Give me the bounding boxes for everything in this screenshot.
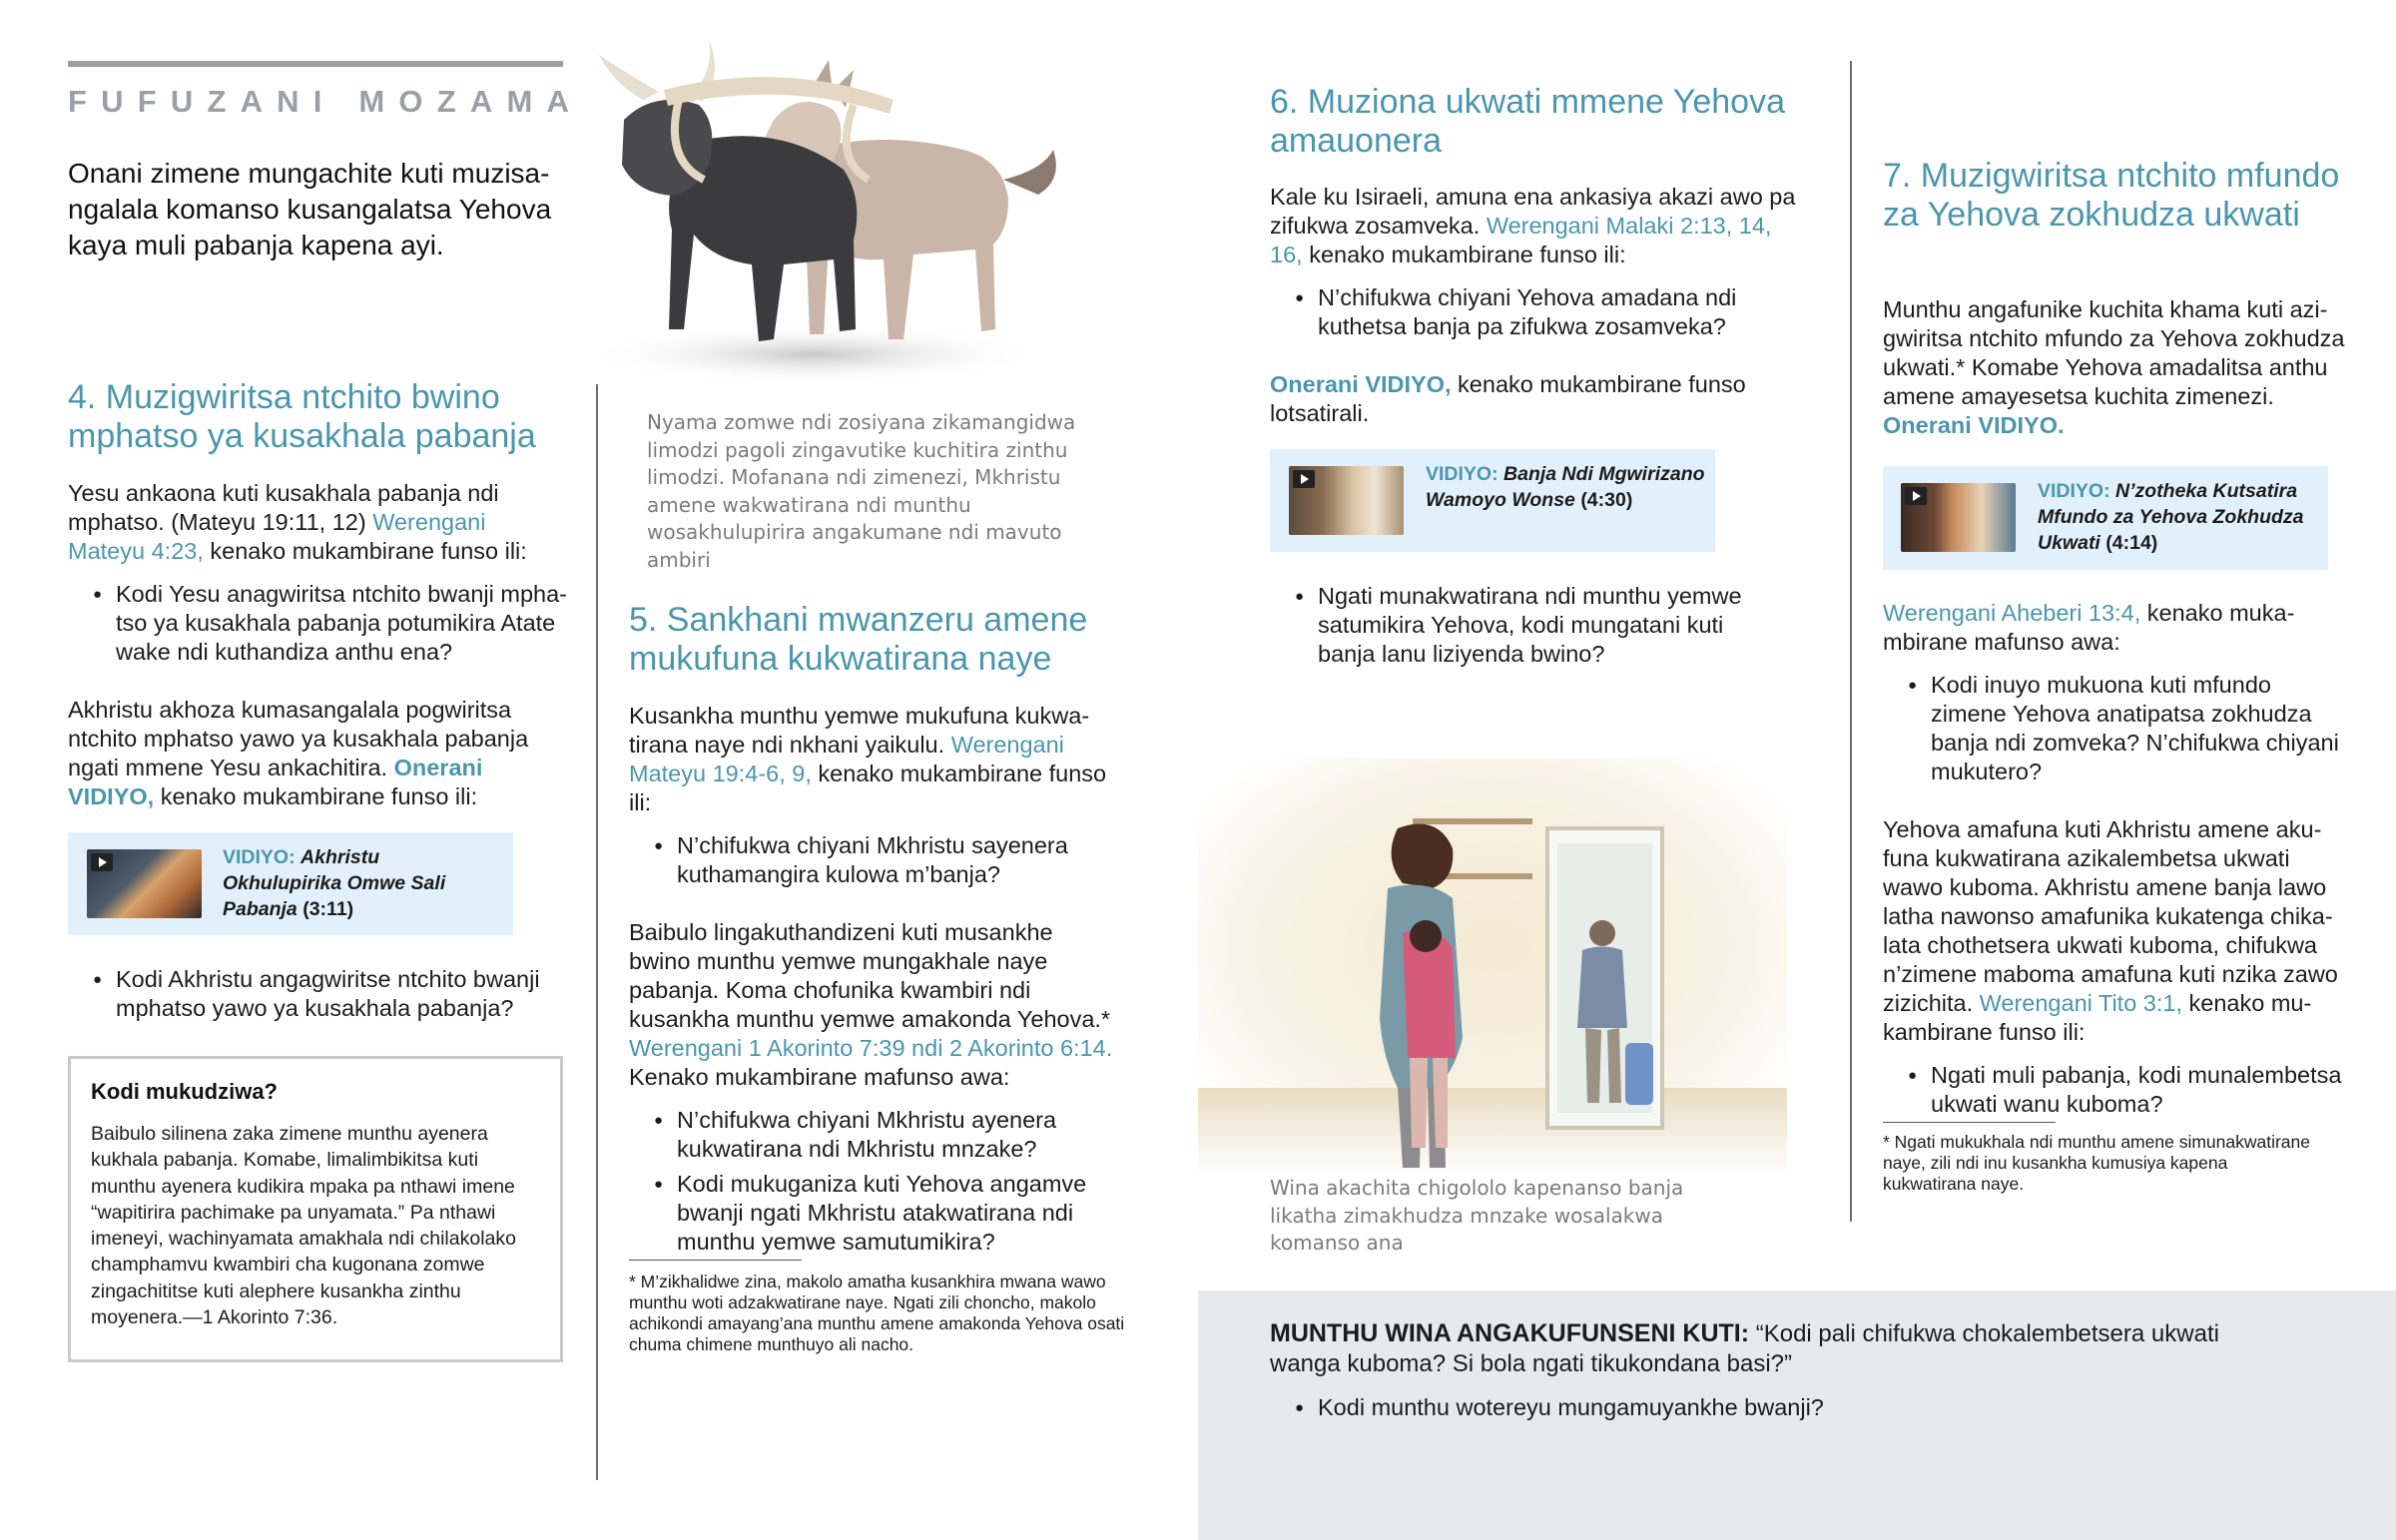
section5-heading: 5. Sankhani mwanzeru amene mukufuna kukwatirana naye xyxy=(629,601,1088,678)
intro-text: Onani zimene mungachite kuti muzisangalala komanso kusangalatsa Yehova kaya muli pabanja kapena ayi. xyxy=(68,158,552,260)
section4-para2: Akhristu akhoza kumasangalala pogwiritsa ntchito mphatso yawo ya kusakhala pabanja ngati mmene Yesu ankachitira. xyxy=(68,697,529,780)
section6-question-2: ● Ngati munakwatirana ndi munthu yemwe satumikira Yehova, kodi mungatani kuti banja lanu liziyenda bwino? xyxy=(1270,582,1769,669)
objection-quote: “Kodi pali chifukwa chokalembetsera ukwati wanga kuboma? Si bola ngati tikukondana basi?” xyxy=(1270,1320,2219,1377)
section6-body: Kale ku Isiraeli, amuna ena ankasiya akazi awo pa zifukwa zosamveka. Werengani Malaki 2:13, 14, 16, kenako mukambirane funso ili: ● N’chifukwa chiyani Yehova amadana ndi kuthetsa banja pa zifukwa zosamveka? Onerani VIDIYO, kenako mukambirane funso lotsatirali. xyxy=(1270,183,1809,428)
objection-question: ● Kodi munthu wotereyu mungamuyankhe bwanji? xyxy=(1270,1393,2268,1422)
section4-question-2-block xyxy=(68,965,567,1023)
video-title: N’zotheka Kutsatira Mfundo za Yehova Zokhudza Ukwati xyxy=(2038,480,2304,554)
section5-body: Kusankha munthu yemwe mukufuna kukwatirana naye ndi nkhani yaikulu. Werengani Mateyu 19:4-6, 9, kenako mukambirane funso ili: ● N’chifukwa chiyani Mkhristu sayenera kuthamangira kulowa m’banja? Baibulo lingakuthandizeni kuti musankhe bwino munthu yemwe mungakhale naye pabanja. Koma chofunika kwambiri ndi kusankha munthu yemwe amakonda Yehova.* Werengani 1 Akorinto 7:39 ndi 2 Akorinto 6:14. Kenako mukambirane mafunso awa: ● N’chifukwa chiyani Mkhristu ayenera kukwatirana ndi Mkhristu mnzake? ● Kodi mukuganiza kuti Yehova angamve bwanji ngati Mkhristu atakwatirana ndi munthu yemwe samutumikira? xyxy=(629,702,1118,1257)
section5-footnote-rule xyxy=(629,1260,802,1261)
section6-para1: Kale ku Isiraeli, amuna ena ankasiya akazi awo pa zifukwa zosamveka. xyxy=(1270,184,1796,239)
section4-body: Yesu ankaona kuti kusakhala pabanja ndi mphatso. (Mateyu 19:11, 12) Werengani Mateyu 4:23, kenako mukambirane funso ili: ● Kodi Yesu anagwiritsa ntchito bwanji mphatso ya kusakhala pabanja potumikira Atate wake ndi kuthandiza anthu ena? Akhristu akhoza kumasangalala pogwiritsa ntchito mphatso yawo ya kusakhala pabanja ngati mmene Yesu ankachitira. Onerani VIDIYO, kenako mukambirane funso ili: xyxy=(68,479,567,811)
section5-scripture-link-2[interactable]: Werengani 1 Akorinto 7:39 ndi 2 Akorinto 6:14. xyxy=(629,1035,1113,1061)
oxen-illustration xyxy=(584,30,1108,384)
objection-question-block xyxy=(1270,1393,2268,1422)
section5-question-3: ● Kodi mukuganiza kuti Yehova angamve bwanji ngati Mkhristu atakwatirana ndi munthu yemwe samutumikira? xyxy=(629,1170,1118,1257)
column-divider-2 xyxy=(1850,61,1852,1222)
section7-body-1 xyxy=(1883,295,2352,440)
section6-video-box[interactable]: VIDIYO: Banja Ndi Mgwirizano Wamoyo Wonse (4:30) xyxy=(1270,449,1715,552)
intro-kicker: FUFUZANI MOZAMA xyxy=(68,84,584,119)
play-icon[interactable] xyxy=(1905,487,1927,505)
did-you-know-box xyxy=(68,1056,563,1362)
video-title: Banja Ndi Mgwirizano Wamoyo Wonse xyxy=(1426,463,1705,511)
section5-scripture-link-1[interactable]: Werengani Mateyu 19:4-6, 9, xyxy=(629,732,1064,786)
section7-para1: Munthu angafunike kuchita khama kuti azigwiritsa ntchito mfundo za Yehova zokhudza ukwati.* Komabe Yehova amadalitsa anthu amene amayesetsa kuchita zimenezi. xyxy=(1883,296,2345,409)
objection-label: MUNTHU WINA ANGAKUFUNSENI KUTI: xyxy=(1270,1319,1750,1347)
section5-question-1: ● N’chifukwa chiyani Mkhristu sayenera kuthamangira kulowa m’banja? xyxy=(629,831,1118,889)
section4-scripture-link[interactable]: Werengani Mateyu 4:23, xyxy=(68,509,486,564)
section4-question-2: ● Kodi Akhristu angagwiritse ntchito bwanji mphatso yawo ya kusakhala pabanja? xyxy=(68,965,567,1023)
section7-scripture-link-2[interactable]: Werengani Tito 3:1, xyxy=(1979,990,2182,1016)
section4-heading: 4. Muzigwiritsa ntchito bwino mphatso ya kusakhala pabanja xyxy=(68,378,536,455)
section6-question-1: ● N’chifukwa chiyani Yehova amadana ndi kuthetsa banja pa zifukwa zosamveka? xyxy=(1270,283,1809,341)
section7-question-1: ● Kodi inuyo mukuona kuti mfundo zimene Yehova anatipatsa zokhudza banja ndi zomveka? N’chifukwa chiyani mukutero? xyxy=(1883,671,2352,786)
play-icon[interactable] xyxy=(91,853,113,871)
section7-footnote: * Ngati mukukhala ndi munthu amene simunakwatirane naye, zili ndi inu kusankha kumusiya kapena kukwatirana naye. xyxy=(1883,1132,2311,1194)
section6-video-link[interactable]: Onerani VIDIYO, xyxy=(1270,371,1452,397)
section7-question-2: ● Ngati muli pabanja, kodi munalembetsa ukwati wanu kuboma? xyxy=(1883,1061,2352,1119)
video-title: Akhristu Okhulupirika Omwe Sali Pabanja xyxy=(223,846,446,920)
objection-box xyxy=(1198,1290,2396,1540)
section6-question-2-block xyxy=(1270,582,1769,669)
section5-para1: Kusankha munthu yemwe mukufuna kukwatirana naye ndi nkhani yaikulu. xyxy=(629,703,1090,758)
section7-video-box[interactable]: VIDIYO: N’zotheka Kutsatira Mfundo za Yehova Zokhudza Ukwati (4:14) xyxy=(1883,466,2328,570)
section7-video-link[interactable]: Onerani VIDIYO. xyxy=(1883,412,2065,438)
section7-scripture-link-1[interactable]: Werengani Aheberi 13:4, xyxy=(1883,600,2141,626)
section4-video-link[interactable]: Onerani VIDIYO, xyxy=(68,755,483,809)
section4-video-box[interactable]: VIDIYO: Akhristu Okhulupirika Omwe Sali Pabanja (3:11) xyxy=(68,832,513,935)
video-thumbnail[interactable] xyxy=(1289,466,1404,535)
intro-top-rule xyxy=(68,61,563,67)
section4-para1: Yesu ankaona kuti kusakhala pabanja ndi mphatso. (Mateyu 19:11, 12) xyxy=(68,480,499,535)
did-you-know-title: Kodi mukudziwa? xyxy=(91,1079,278,1104)
section5-question-2: ● N’chifukwa chiyani Mkhristu ayenera kukwatirana ndi Mkhristu mnzake? xyxy=(629,1106,1118,1164)
video-thumbnail[interactable] xyxy=(1901,483,2016,552)
oxen-caption: Nyama zomwe ndi zosiyana zikamangidwa limodzi pagoli zingavutike kuchitira zinthu limodzi. Mofanana ndi zimenezi, Mkhristu amene wakwatirana ndi munthu wosakhulupirira angakumane ndi mavuto ambiri xyxy=(647,410,1076,572)
section7-para3: Yehova amafuna kuti Akhristu amene akufuna kukwatirana azikalembetsa ukwati wawo kuboma. Akhristu amene banja lawo latha nawonso amafunika kukatenga chikalata chothetsera ukwati kuboma, chifukwa n’zimene maboma amafuna kuti nzika zawo zizichita. xyxy=(1883,816,2338,1016)
parent-leaving-image xyxy=(1198,759,1787,1176)
section7-heading: 7. Muzigwiritsa ntchito mfundo za Yehova zokhudza ukwati xyxy=(1883,157,2340,234)
section6-scripture-link[interactable]: Werengani Malaki 2:13, 14, 16, xyxy=(1270,213,1772,267)
play-icon[interactable] xyxy=(1293,470,1315,488)
column-divider-1 xyxy=(596,384,598,1480)
section4-question-1: ● Kodi Yesu anagwiritsa ntchito bwanji mphatso ya kusakhala pabanja potumikira Atate wake ndi kuthandiza anthu ena? xyxy=(68,580,567,667)
section7-footnote-rule xyxy=(1883,1122,2056,1123)
section7-body-2: Werengani Aheberi 13:4, kenako mukambirane mafunso awa: ● Kodi inuyo mukuona kuti mfundo zimene Yehova anatipatsa zokhudza banja ndi zomveka? N’chifukwa chiyani mukutero? Yehova amafuna kuti Akhristu amene akufuna kukwatirana azikalembetsa ukwati wawo kuboma. Akhristu amene banja lawo latha nawonso amafunika kukatenga chikalata chothetsera ukwati kuboma, chifukwa n’zimene maboma amafuna kuti nzika zawo zizichita. Werengani Tito 3:1, kenako mukambirane funso ili: ● Ngati muli pabanja, kodi munalembetsa ukwati wanu kuboma? xyxy=(1883,599,2352,1119)
yoked-animals-image xyxy=(584,30,1108,384)
video-thumbnail[interactable] xyxy=(87,849,202,918)
family-illustration xyxy=(1198,759,1787,1176)
objection-text xyxy=(1270,1318,2268,1379)
family-caption: Wina akachita chigololo kapenanso banja likatha zimakhudza mnzake wosalakwa komanso ana xyxy=(1270,1176,1684,1255)
section6-heading: 6. Muziona ukwati mmene Yehova amauonera xyxy=(1270,83,1785,160)
section5-para2: Baibulo lingakuthandizeni kuti musankhe bwino munthu yemwe mungakhale naye pabanja. Koma chofunika kwambiri ndi kusankha munthu yemwe amakonda Yehova.* xyxy=(629,919,1111,1032)
did-you-know-text: Baibulo silinena zaka zimene munthu ayenera kukhala pabanja. Komabe, limalimbikitsa kuti munthu ayenera kudikira mpaka pa nthawi imene “wapitirira pachimake pa unyamata.” Pa nthawi imeneyi, wachinyamata amakhala ndi chilakolako champhamvu kwambiri cha kugonana zomwe zingachititse kuti alephere kusankha zinthu moyenera.—1 Akorinto 7:36. xyxy=(91,1123,516,1329)
section5-footnote: * M’zikhalidwe zina, makolo amatha kusankhira mwana wawo munthu woti adzakwatirane naye. Ngati zili choncho, makolo achikondi amayang’ana munthu amene amakonda Yehova osati chuma chimene munthuyo ali nacho. xyxy=(629,1272,1125,1354)
